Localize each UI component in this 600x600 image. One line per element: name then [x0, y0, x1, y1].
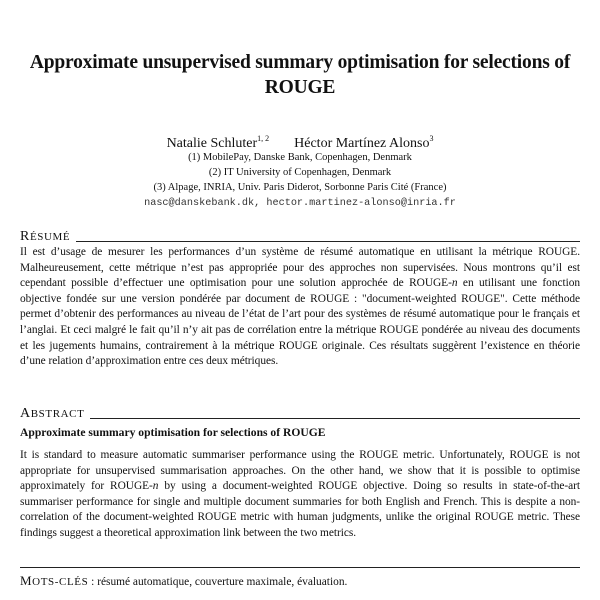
abstract-heading — [20, 404, 580, 422]
abstract-heading-text — [20, 405, 90, 422]
abstract-paragraph — [20, 448, 580, 542]
resume-heading-rest: ÉSUMÉ — [29, 231, 71, 243]
abstract-text-part: by using a document-weighted ROUGE objective. Doing so results in state-of-the-art summariser performance for single and multiple document summaries for both English and French. This is despite a non-correlation of the document-weighted ROUGE metric with human judgments, unlike the original ROUGE metric. These findings suggest a theoretical approximation link between the two metrics. — [20, 480, 580, 539]
resume-heading — [20, 227, 580, 245]
keywords-rule — [20, 567, 580, 568]
keywords-label-rest: OTS-CLÉS — [32, 576, 89, 588]
resume-heading-text — [20, 228, 76, 245]
math-variable: n — [451, 277, 458, 290]
keywords-label — [20, 573, 88, 588]
resume-text-part: Il est d’usage de mesurer les performances d’un système de résumé automatique en utilisant la métrique ROUGE. Malheureusement, cette métrique n’est pas appropriée pour des approches non supervisées. Nous montrons qu’il est cependant possible d’effectuer une optimisation pour une solution approchée de ROUGE- — [20, 246, 580, 290]
author-affiliation-mark: 3 — [429, 134, 434, 143]
resume-paragraph — [20, 245, 580, 370]
keywords-line — [20, 573, 580, 590]
keywords-separator: : — [88, 576, 98, 588]
author-emails: nasc@danskebank.dk, hector.martinez-alonso@inria.fr — [144, 198, 456, 209]
math-variable: n — [152, 480, 159, 493]
resume-heading-initial: R — [20, 229, 30, 244]
keywords-label-initial: M — [20, 573, 33, 588]
abstract-text-part: It is standard to measure automatic summariser performance using the ROUGE metric. Unfortunately, ROUGE is not appropriate for unsupervised summarisation approaches. On the other hand, we show that it is possible to optimise approximately for ROUGE- — [20, 449, 580, 493]
author-name: Héctor Martínez Alonso — [294, 136, 430, 151]
keywords-text: résumé automatique, couverture maximale, évaluation. — [97, 576, 348, 588]
section-rule — [76, 241, 580, 242]
abstract-heading-rest: BSTRACT — [30, 408, 85, 420]
abstract-heading-initial: A — [20, 406, 31, 421]
author-name: Natalie Schluter — [166, 136, 258, 151]
affiliation-line: (3) Alpage, INRIA, Univ. Paris Diderot, Sorbonne Paris Cité (France) — [153, 182, 447, 193]
author-list — [0, 131, 600, 152]
paper-title: Approximate unsupervised summary optimisation for selections of ROUGE — [29, 52, 571, 98]
resume-text-part: en utilisant une fonction objective fondée sur une version pondérée par document de ROUGE : "document-weighted ROUGE". Cette méthode permet d’obtenir des performances au niveau de l’état de l’art pour des systèmes de résumé automatique pour le français et l’anglai. Et ceci malgré le fait qu’il n’y ait pas de corrélation entre la métrique ROUGE pondérée au niveau des documents et les jugements humains, contrairement à la métrique ROUGE originale. Ces résultats suggèrent l’existence en théorie d’une relation d’approximation entre ces deux métriques. — [20, 277, 580, 368]
author-affiliation-mark: 1, 2 — [257, 134, 270, 143]
section-rule — [90, 418, 580, 419]
affiliation-line: (1) MobilePay, Danske Bank, Copenhagen, Denmark — [188, 152, 412, 163]
affiliation-line: (2) IT University of Copenhagen, Denmark — [208, 167, 392, 178]
english-title: Approximate summary optimisation for selections of ROUGE — [20, 426, 326, 439]
